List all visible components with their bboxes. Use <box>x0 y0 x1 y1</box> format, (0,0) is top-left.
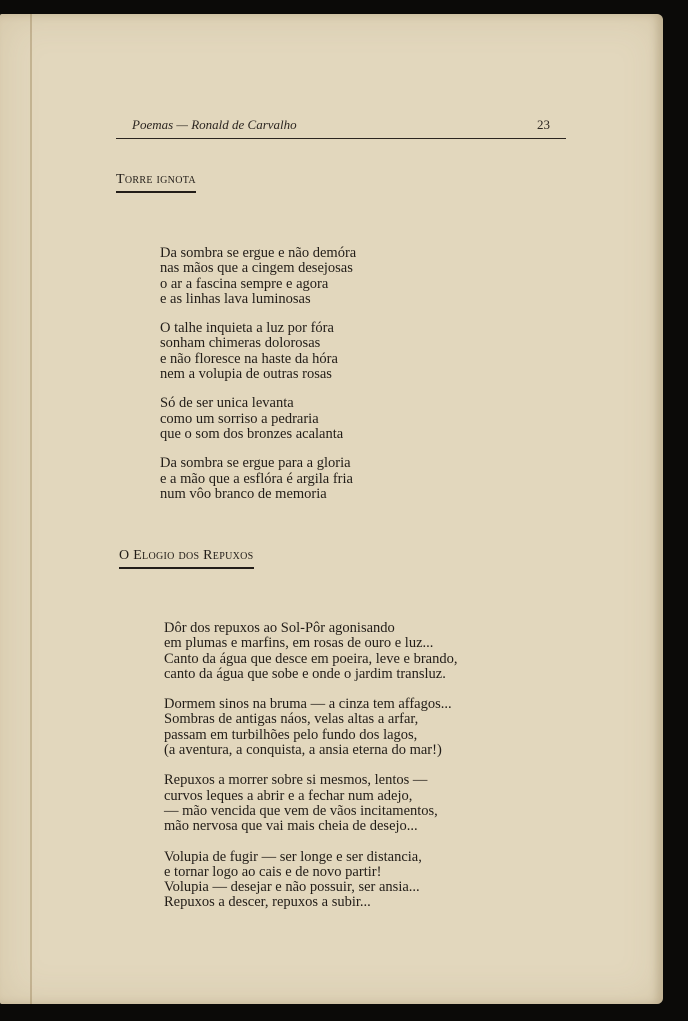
stanza <box>160 456 356 502</box>
verse-line: nas mãos que a cingem desejosas <box>160 260 353 277</box>
verse-line: Repuxos a descer, repuxos a subir... <box>164 894 371 911</box>
verse-line: e não floresce na haste da hóra <box>160 350 338 367</box>
verse-line: canto da água que sobe e onde o jardim transluz. <box>164 665 446 682</box>
verse-line: — mão vencida que vem de vãos incitamentos, <box>164 802 438 819</box>
verse-line: nem a volupia de outras rosas <box>160 366 332 383</box>
verse-line: Dormem sinos na bruma — a cinza tem affagos... <box>164 696 452 713</box>
verse-line: que o som dos bronzes acalanta <box>160 425 344 442</box>
verse-line: mão nervosa que vai mais cheia de desejo... <box>164 818 418 835</box>
verse-line: e a mão que a esflóra é argila fria <box>160 470 353 487</box>
poem-title-torre-ignota: Torre ignota <box>116 172 196 193</box>
poem-torre-ignota <box>160 246 356 516</box>
stanza <box>164 621 458 682</box>
poem-elogio-dos-repuxos <box>164 621 458 926</box>
verse-line: como um sorriso a pedraria <box>160 410 319 427</box>
verse-line: Da sombra se ergue para a gloria <box>160 455 351 472</box>
verse-line: Repuxos a morrer sobre si mesmos, lentos — <box>164 772 428 789</box>
verse-line: e tornar logo ao cais e de novo partir! <box>164 863 382 880</box>
stanza <box>160 396 356 442</box>
poem-title-elogio-dos-repuxos: O Elogio dos Repuxos <box>119 548 254 569</box>
stanza <box>160 246 356 307</box>
verse-line: sonham chimeras dolorosas <box>160 335 321 352</box>
stanza <box>164 773 458 834</box>
verse-line: Só de ser unica levanta <box>160 395 294 412</box>
verse-line: passam em turbilhões pelo fundo dos lagos, <box>164 726 418 743</box>
verse-line: Volupia de fugir — ser longe e ser distancia, <box>164 848 422 865</box>
verse-line: num vôo branco de memoria <box>160 485 327 502</box>
verse-line: Canto da água que desce em poeira, leve e brando, <box>164 650 458 667</box>
verse-line: Dôr dos repuxos ao Sol-Pôr agonisando <box>164 620 395 636</box>
stanza <box>164 850 458 911</box>
page-number: 23 <box>537 117 550 132</box>
verse-line: Sombras de antigas náos, velas altas a arfar, <box>164 711 419 728</box>
verse-line: em plumas e marfins, em rosas de ouro e luz... <box>164 635 434 652</box>
verse-line: o ar a fascina sempre e agora <box>160 275 329 292</box>
book-page <box>0 14 663 1004</box>
verse-line: Da sombra se ergue e não demóra <box>160 245 357 261</box>
verse-line: curvos leques a abrir e a fechar num adejo, <box>164 787 413 804</box>
running-title: Poemas — Ronald de Carvalho <box>132 117 297 132</box>
page-header <box>116 108 566 139</box>
stanza <box>164 697 458 758</box>
stanza <box>160 321 356 382</box>
verse-line: (a aventura, a conquista, a ansia eterna do mar!) <box>164 742 442 759</box>
verse-line: e as linhas lava luminosas <box>160 290 311 307</box>
verse-line: Volupia — desejar e não possuir, ser ansia... <box>164 879 420 896</box>
page-fold <box>30 14 32 1004</box>
verse-line: O talhe inquieta a luz por fóra <box>160 320 334 337</box>
